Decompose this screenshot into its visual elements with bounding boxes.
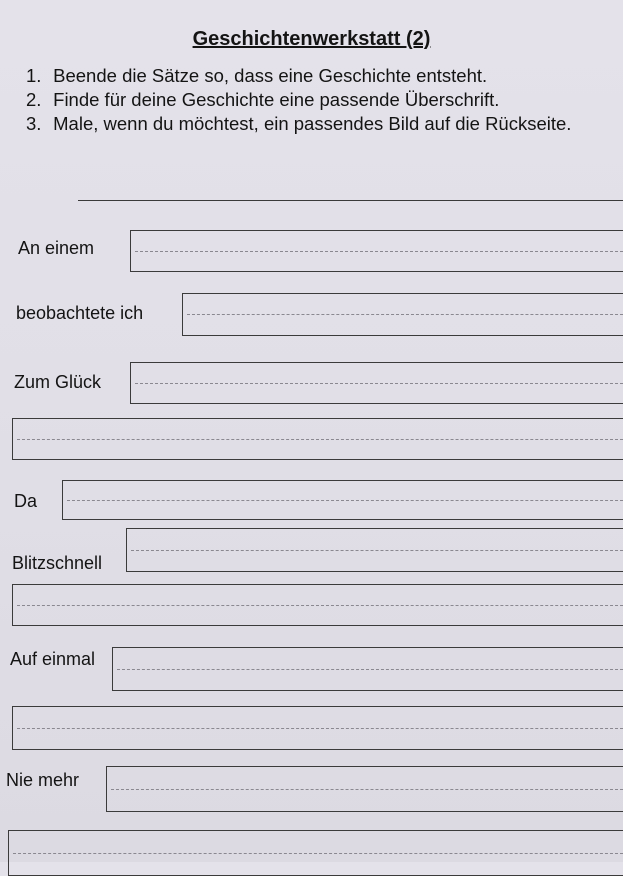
writing-box-7[interactable]: [12, 584, 623, 626]
prompt-auf-einmal: Auf einmal: [10, 649, 96, 669]
writing-box-3[interactable]: [130, 362, 623, 404]
writing-box-6[interactable]: [126, 528, 623, 572]
writing-guide-line: [131, 550, 623, 551]
writing-guide-line: [135, 383, 623, 384]
instruction-text: Beende die Sätze so, dass eine Geschichte entsteht.: [53, 65, 488, 86]
writing-guide-line: [135, 251, 623, 252]
writing-guide-line: [17, 605, 623, 606]
instruction-list: [26, 64, 571, 136]
writing-box-10[interactable]: [106, 766, 623, 812]
writing-guide-line: [17, 728, 623, 729]
worksheet-title: Geschichtenwerkstatt (2): [192, 28, 431, 50]
writing-box-8[interactable]: [112, 647, 623, 691]
headline-writing-line[interactable]: [78, 200, 623, 201]
instruction-item: [26, 64, 571, 88]
prompt-nie-mehr: Nie mehr: [6, 770, 80, 790]
prompt-beobachtete-ich: beobachtete ich: [16, 303, 144, 323]
writing-guide-line: [187, 314, 623, 315]
writing-guide-line: [117, 669, 623, 670]
instruction-text: Finde für deine Geschichte eine passende Überschrift.: [53, 89, 500, 110]
instruction-text: Male, wenn du möchtest, ein passendes Bild auf die Rückseite.: [53, 113, 572, 134]
writing-box-1[interactable]: [130, 230, 623, 272]
instruction-item: [26, 112, 571, 136]
writing-guide-line: [67, 500, 623, 501]
writing-box-5[interactable]: [62, 480, 623, 520]
writing-guide-line: [13, 853, 623, 854]
prompt-blitzschnell: Blitzschnell: [12, 553, 103, 573]
instruction-number: 1.: [26, 65, 42, 86]
writing-box-4[interactable]: [12, 418, 623, 460]
instruction-item: [26, 88, 571, 112]
writing-box-11[interactable]: [8, 830, 623, 876]
instruction-number: 2.: [26, 89, 42, 110]
prompt-zum-glueck: Zum Glück: [14, 372, 102, 392]
writing-guide-line: [17, 439, 623, 440]
writing-box-9[interactable]: [12, 706, 623, 750]
prompt-an-einem: An einem: [18, 238, 95, 258]
instruction-number: 3.: [26, 113, 42, 134]
writing-box-2[interactable]: [182, 293, 623, 336]
prompt-da: Da: [14, 491, 38, 511]
writing-guide-line: [111, 789, 623, 790]
